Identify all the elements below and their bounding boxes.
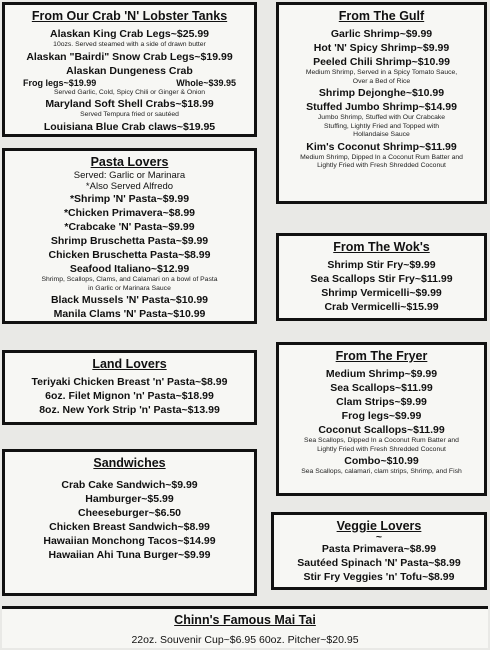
menu-item: Stir Fry Veggies 'n' Tofu~$8.99 xyxy=(303,571,455,583)
item-description: Sea Scallops, Dipped In a Coconut Rum Batter and xyxy=(304,437,459,444)
section-title: Pasta Lovers xyxy=(90,155,169,169)
menu-item: Peeled Chili Shrimp~$10.99 xyxy=(313,56,450,68)
menu-item: Shrimp Vermicelli~$9.99 xyxy=(321,287,442,299)
menu-item: Maryland Soft Shell Crabs~$18.99 xyxy=(45,98,214,110)
mai-tai-section xyxy=(2,606,488,648)
menu-item: Manila Clams 'N' Pasta~$10.99 xyxy=(53,308,206,320)
menu-item: Garlic Shrimp~$9.99 xyxy=(330,28,433,40)
menu-item: Pasta Primavera~$8.99 xyxy=(321,543,437,555)
menu-item: Shrimp Bruschetta Pasta~$9.99 xyxy=(50,235,209,247)
menu-item: 8oz. New York Strip 'n' Pasta~$13.99 xyxy=(39,404,220,416)
menu-item: Kim's Coconut Shrimp~$11.99 xyxy=(306,140,457,153)
section-title: From The Fryer xyxy=(335,349,428,363)
menu-item: Shrimp Stir Fry~$9.99 xyxy=(327,259,436,271)
pasta-section xyxy=(2,148,257,324)
menu-item: Sea Scallops Stir Fry~$11.99 xyxy=(310,273,453,285)
menu-item: Crab Cake Sandwich~$9.99 xyxy=(61,479,198,491)
item-description: Over a Bed of Rice xyxy=(352,77,411,85)
item-description: Medium Shrimp, Served in a Spicy Tomato Sauce, xyxy=(305,69,458,76)
menu-item: Clam Strips~$9.99 xyxy=(336,396,427,408)
menu-item: *Crabcake 'N' Pasta~$9.99 xyxy=(64,221,195,233)
item-description: Jumbo Shrimp, Stuffed with Our Crabcake xyxy=(317,114,446,121)
menu-item-price: Whole~$39.95 xyxy=(176,77,236,88)
menu-item: Cheeseburger~$6.50 xyxy=(77,507,182,519)
section-title: From The Wok's xyxy=(333,240,430,254)
menu-item: Alaskan King Crab Legs~$25.99 xyxy=(49,28,210,40)
menu-item: Chicken Bruschetta Pasta~$8.99 xyxy=(48,249,211,261)
menu-item: Sautéed Spinach 'N' Pasta~$8.99 xyxy=(297,557,461,569)
veggie-section xyxy=(271,512,487,590)
menu-item: Sea Scallops~$11.99 xyxy=(330,382,433,394)
item-description: Lightly Fried with Fresh Shredded Coconut xyxy=(317,162,446,169)
menu-item: Teriyaki Chicken Breast 'n' Pasta~$8.99 xyxy=(31,376,228,388)
menu-item: Hamburger~$5.99 xyxy=(85,493,174,505)
item-description: Hollandaise Sauce xyxy=(353,131,410,138)
section-title: From Our Crab 'N' Lobster Tanks xyxy=(31,9,228,23)
section-title: From The Gulf xyxy=(338,9,425,23)
sandwiches-section xyxy=(2,449,257,596)
divider-tilde: ~ xyxy=(375,531,383,543)
menu-item: 22oz. Souvenir Cup~$6.95 60oz. Pitcher~$20.95 xyxy=(131,634,359,646)
menu-item-price: Frog legs~$19.99 xyxy=(23,77,97,88)
item-description: Stuffing, Lightly Fried and Topped with xyxy=(324,122,439,130)
menu-item: *Chicken Primavera~$8.99 xyxy=(63,207,196,219)
menu-item: Medium Shrimp~$9.99 xyxy=(325,368,438,380)
menu-item: Stuffed Jumbo Shrimp~$14.99 xyxy=(306,101,457,113)
menu-item: Combo~$10.99 xyxy=(344,455,419,467)
menu-item: 6oz. Filet Mignon 'n' Pasta~$18.99 xyxy=(45,390,214,402)
item-description: Served Tempura fried or sautéed xyxy=(80,111,179,118)
menu-item: *Shrimp 'N' Pasta~$9.99 xyxy=(69,193,190,205)
menu-item: Shrimp Dejonghe~$10.99 xyxy=(318,87,445,99)
gulf-section xyxy=(276,2,487,204)
menu-item-row xyxy=(9,78,250,89)
item-description: in Garlic or Marinara Sauce xyxy=(88,284,171,292)
menu-item: Louisiana Blue Crab claws~$19.95 xyxy=(43,120,216,133)
item-description: Shrimp, Scallops, Clams, and Calamari on a bowl of Pasta xyxy=(41,276,218,283)
menu-item: Seafood Italiano~$12.99 xyxy=(69,263,190,275)
menu-item: Black Mussels 'N' Pasta~$10.99 xyxy=(50,294,209,306)
menu-item: Crab Vermicelli~$15.99 xyxy=(324,301,439,313)
section-title: Sandwiches xyxy=(93,456,166,470)
item-description: Lightly Fried with Fresh Shredded Coconut xyxy=(317,445,446,453)
menu-item: Chicken Breast Sandwich~$8.99 xyxy=(49,521,210,533)
menu-note: Served: Garlic or Marinara xyxy=(73,170,186,181)
menu-item: Hawaiian Ahi Tuna Burger~$9.99 xyxy=(48,549,211,561)
item-description: Medium Shrimp, Dipped In a Coconut Rum Batter and xyxy=(300,153,463,161)
section-title: Chinn's Famous Mai Tai xyxy=(174,613,316,627)
menu-item: Frog legs~$9.99 xyxy=(341,410,422,422)
menu-item: Coconut Scallops~$11.99 xyxy=(318,424,445,436)
fryer-section xyxy=(276,342,487,496)
menu-item: Hawaiian Monchong Tacos~$14.99 xyxy=(43,535,216,547)
item-description: Sea Scallops, calamari, clam strips, Shrimp, and Fish xyxy=(301,468,462,475)
crab-lobster-section xyxy=(2,2,257,137)
item-description: Served Garlic, Cold, Spicy Chili or Ginger & Onion xyxy=(53,88,206,96)
menu-item: Alaskan Dungeness Crab xyxy=(66,64,193,77)
menu-item: Hot 'N' Spicy Shrimp~$9.99 xyxy=(313,42,450,54)
wok-section xyxy=(276,233,487,321)
menu-note: *Also Served Alfredo xyxy=(85,181,174,192)
section-title: Land Lovers xyxy=(92,357,167,371)
land-section xyxy=(2,350,257,425)
item-description: 10ozs. Served steamed with a side of drawn butter xyxy=(53,41,206,48)
section-title: Veggie Lovers xyxy=(336,519,422,533)
menu-item: Alaskan "Bairdi" Snow Crab Legs~$19.99 xyxy=(26,50,233,63)
